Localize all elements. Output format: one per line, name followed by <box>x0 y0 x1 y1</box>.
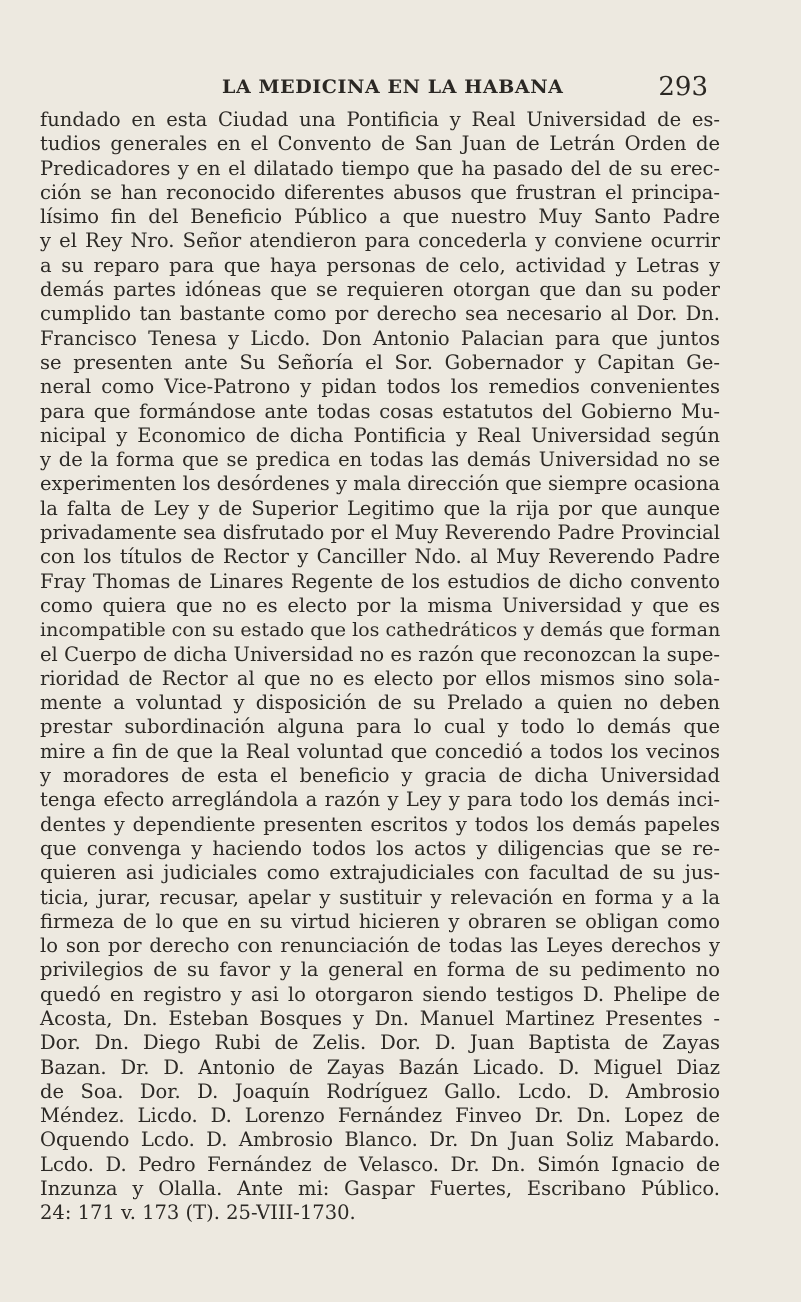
page-number: 293 <box>658 72 708 102</box>
text-line: Lcdo. D. Pedro Fernández de Velasco. Dr. Dn. Simón Ignacio de <box>40 1152 720 1176</box>
text-line: nicipal y Economico de dicha Pontificia y Real Universidad según <box>40 423 720 447</box>
text-line: Méndez. Licdo. D. Lorenzo Fernández Finveo Dr. Dn. Lopez de <box>40 1104 720 1128</box>
text-line: Bazan. Dr. D. Antonio de Zayas Bazán Licado. D. Miguel Diaz <box>40 1055 720 1079</box>
text-line: quedó en registro y asi lo otorgaron siendo testigos D. Phelipe de <box>40 982 720 1006</box>
text-line: el Cuerpo de dicha Universidad no es razón que reconozcan la supe- <box>40 642 720 666</box>
text-line: neral como Vice-Patrono y pidan todos los remedios convenientes <box>40 375 720 399</box>
text-line: rioridad de Rector al que no es electo por ellos mismos sino sola- <box>40 666 720 690</box>
text-line: la falta de Ley y de Superior Legitimo que la rija por que aunque <box>40 496 720 520</box>
text-line: firmeza de lo que en su virtud hicieren y obraren se obligan como <box>40 909 720 933</box>
text-line: y moradores de esta el beneficio y gracia de dicha Universidad <box>40 764 720 788</box>
text-line: ción se han reconocido diferentes abusos que frustran el principa- <box>40 180 720 204</box>
text-line: 24: 171 v. 173 (T). 25-VIII-1730. <box>40 1201 356 1225</box>
text-line: privadamente sea disfrutado por el Muy Reverendo Padre Provincial <box>40 521 720 545</box>
text-line: ticia, jurar, recusar, apelar y sustituir y relevación en forma y a la <box>40 885 720 909</box>
text-line: prestar subordinación alguna para lo cual y todo lo demás que <box>40 715 720 739</box>
text-line: Fray Thomas de Linares Regente de los estudios de dicho convento <box>40 569 720 593</box>
body-text <box>40 108 720 1226</box>
text-line: experimenten los desórdenes y mala dirección que siempre ocasiona <box>40 472 720 496</box>
text-line: Dor. Dn. Diego Rubi de Zelis. Dor. D. Juan Baptista de Zayas <box>40 1031 720 1055</box>
text-line: se presenten ante Su Señoría el Sor. Gobernador y Capitan Ge- <box>40 350 720 374</box>
text-line: a su reparo para que haya personas de celo, actividad y Letras y <box>40 253 720 277</box>
text-line: y de la forma que se predica en todas las demás Universidad no se <box>40 448 720 472</box>
running-title: LA MEDICINA EN LA HABANA <box>222 76 564 98</box>
page-header <box>200 72 708 102</box>
text-line: tenga efecto arreglándola a razón y Ley y para todo los demás inci- <box>40 788 720 812</box>
text-line: privilegios de su favor y la general en forma de su pedimento no <box>40 958 720 982</box>
text-line: mire a fin de que la Real voluntad que concedió a todos los vecinos <box>40 739 720 763</box>
text-line: y el Rey Nro. Señor atendieron para concederla y conviene ocurrir <box>40 229 720 253</box>
text-line: como quiera que no es electo por la misma Universidad y que es <box>40 593 720 617</box>
text-line: incompatible con su estado que los cathedráticos y demás que forman <box>40 619 721 642</box>
text-line: lo son por derecho con renunciación de todas las Leyes derechos y <box>40 934 720 958</box>
text-line: de Soa. Dor. D. Joaquín Rodríguez Gallo. Lcdo. D. Ambrosio <box>40 1079 720 1103</box>
text-line: lísimo fin del Beneficio Público a que nuestro Muy Santo Padre <box>40 205 720 229</box>
text-line: dentes y dependiente presenten escritos y todos los demás papeles <box>40 812 720 836</box>
text-line: Oquendo Lcdo. D. Ambrosio Blanco. Dr. Dn Juan Soliz Mabardo. <box>40 1128 720 1152</box>
text-line: tudios generales en el Convento de San Juan de Letrán Orden de <box>40 132 720 156</box>
text-line: demás partes idóneas que se requieren otorgan que dan su poder <box>40 278 720 302</box>
text-line: Acosta, Dn. Esteban Bosques y Dn. Manuel Martinez Presentes - <box>40 1006 720 1030</box>
text-line: Francisco Tenesa y Licdo. Don Antonio Palacian para que juntos <box>40 326 720 350</box>
text-line: Predicadores y en el dilatado tiempo que ha pasado del de su erec- <box>40 156 720 180</box>
text-line: para que formándose ante todas cosas estatutos del Gobierno Mu- <box>40 399 720 423</box>
text-line: Inzunza y Olalla. Ante mi: Gaspar Fuertes, Escribano Público. <box>40 1177 720 1201</box>
text-line: con los títulos de Rector y Canciller Ndo. al Muy Reverendo Padre <box>40 545 720 569</box>
text-line: quieren asi judiciales como extrajudiciales con facultad de su jus- <box>40 861 720 885</box>
text-line: fundado en esta Ciudad una Pontificia y Real Universidad de es- <box>40 108 720 131</box>
text-line: mente a voluntad y disposición de su Prelado a quien no deben <box>40 691 720 715</box>
text-line: cumplido tan bastante como por derecho sea necesario al Dor. Dn. <box>40 302 720 326</box>
text-line: que convenga y haciendo todos los actos y diligencias que se re- <box>40 836 720 860</box>
